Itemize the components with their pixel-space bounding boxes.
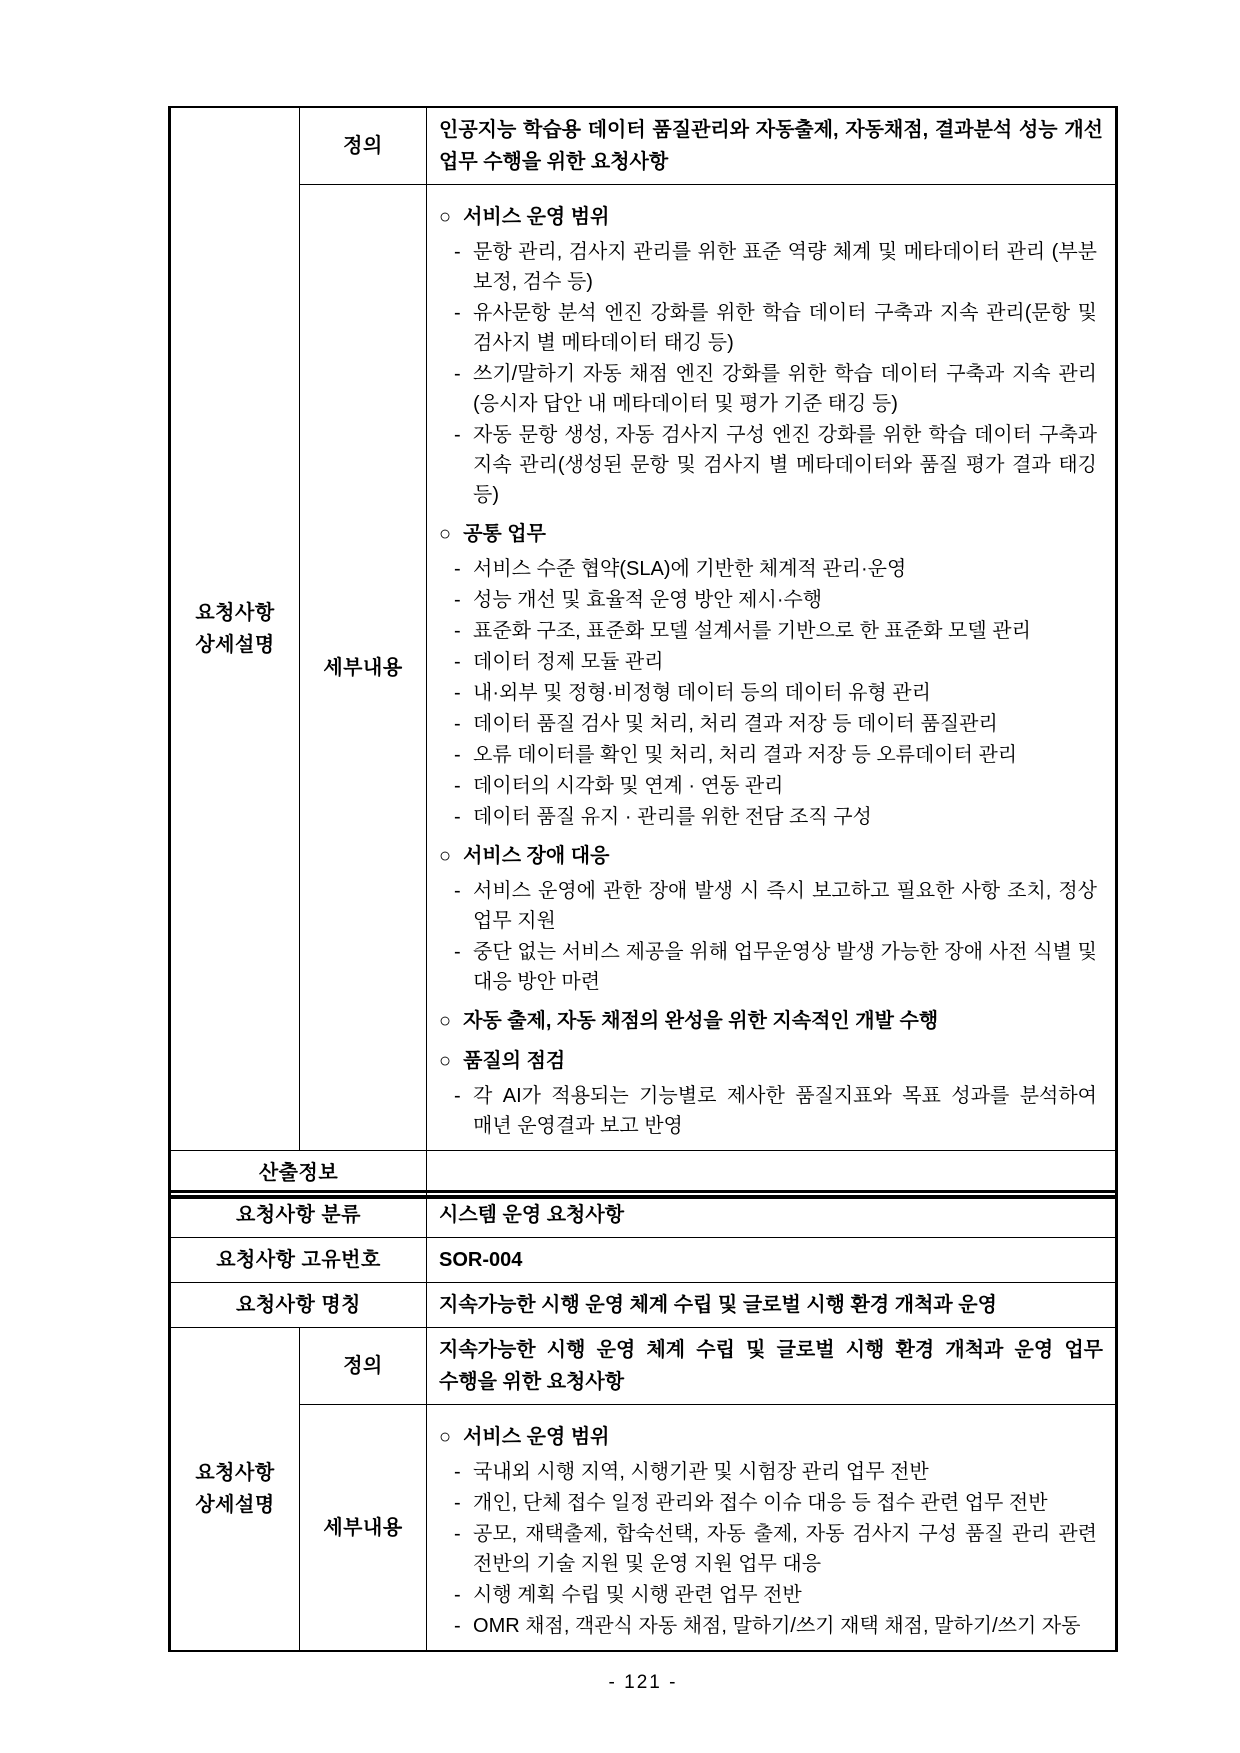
- item-text: 데이터 품질 검사 및 처리, 처리 결과 저장 등 데이터 품질관리: [473, 713, 998, 735]
- bullet-item: [427, 585, 1103, 615]
- item-text: 서비스 운영에 관한 장애 발생 시 즉시 보고하고 필요한 사항 조치, 정상 업무 지원: [473, 880, 1097, 932]
- item-text: 성능 개선 및 효율적 운영 방안 제시·수행: [473, 589, 823, 611]
- dash-bullet-icon: -: [454, 880, 461, 902]
- detail-content-label: 세부내용: [323, 656, 403, 679]
- item-text: 자동 출제, 자동 채점의 완성을 위한 지속적인 개발 수행: [463, 1010, 939, 1032]
- dash-bullet-icon: -: [454, 302, 461, 324]
- dash-bullet-icon: -: [454, 651, 461, 673]
- bullet-item: [427, 237, 1103, 297]
- circle-bullet-icon: ○: [439, 206, 452, 228]
- dash-bullet-icon: -: [454, 558, 461, 580]
- page-number: - 121 -: [608, 1672, 678, 1693]
- item-text: 유사문항 분석 엔진 강화를 위한 학습 데이터 구축과 지속 관리(문항 및 검사지 별 메타데이터 태깅 등): [473, 302, 1097, 354]
- bullet-item: [427, 876, 1103, 936]
- dash-bullet-icon: -: [454, 241, 461, 263]
- item-text: 중단 없는 서비스 제공을 위해 업무운영상 발생 가능한 장애 사전 식별 및 대응 방안 마련: [473, 941, 1097, 993]
- item-text: 시행 계획 수립 및 시행 관련 업무 전반: [473, 1584, 802, 1606]
- unique-id-label: 요청사항 고유번호: [216, 1249, 381, 1271]
- section-header: [427, 1045, 1103, 1077]
- bullet-item: [427, 1488, 1103, 1518]
- unique-id-label-cell: [170, 1238, 427, 1283]
- bullet-item: [427, 554, 1103, 584]
- dash-bullet-icon: -: [454, 1523, 461, 1545]
- category-value: 시스템 운영 요청사항: [439, 1204, 625, 1226]
- category-label-cell: [170, 1192, 427, 1238]
- circle-bullet-icon: ○: [439, 1010, 452, 1032]
- detail-content-cell: [427, 185, 1117, 1151]
- item-text: OMR 채점, 객관식 자동 채점, 말하기/쓰기 재택 채점, 말하기/쓰기 자동: [473, 1615, 1081, 1637]
- item-text: 데이터의 시각화 및 연계 · 연동 관리: [473, 775, 784, 797]
- detail-description-label-cell-2: [170, 1328, 300, 1652]
- bullet-item: [427, 937, 1103, 997]
- detail-content-label-cell: [300, 185, 427, 1151]
- detail-content-label-2: 세부내용: [323, 1516, 403, 1539]
- item-text: 데이터 정제 모듈 관리: [473, 651, 664, 673]
- dash-bullet-icon: -: [454, 682, 461, 704]
- bullet-item: [427, 740, 1103, 770]
- item-text: 서비스 운영 범위: [463, 206, 610, 228]
- bullet-item: [427, 678, 1103, 708]
- unique-id-value: SOR-004: [439, 1249, 523, 1271]
- circle-bullet-icon: ○: [439, 845, 452, 867]
- item-text: 자동 문항 생성, 자동 검사지 구성 엔진 강화를 위한 학습 데이터 구축과 지속 관리(생성된 문항 및 검사지 별 메타데이터와 품질 평가 결과 태깅 등): [473, 424, 1097, 506]
- output-info-label: 산출정보: [258, 1162, 339, 1184]
- item-text: 품질의 점검: [463, 1050, 566, 1072]
- item-text: 서비스 운영 범위: [463, 1426, 610, 1448]
- item-text: 내·외부 및 정형·비정형 데이터 등의 데이터 유형 관리: [473, 682, 931, 704]
- bullet-item: [427, 420, 1103, 510]
- title-label-cell: [170, 1283, 427, 1328]
- bullet-item: [427, 802, 1103, 832]
- bullet-item: [427, 616, 1103, 646]
- circle-bullet-icon: ○: [439, 1050, 452, 1072]
- dash-bullet-icon: -: [454, 1461, 461, 1483]
- bullet-item: [427, 1081, 1103, 1141]
- item-text: 문항 관리, 검사지 관리를 위한 표준 역량 체계 및 메타데이터 관리 (부분 보정, 검수 등): [473, 241, 1097, 293]
- requirement-table-1: [168, 106, 1118, 1199]
- bullet-item: [427, 1457, 1103, 1487]
- dash-bullet-icon: -: [454, 1584, 461, 1606]
- bullet-item: [427, 647, 1103, 677]
- dash-bullet-icon: -: [454, 744, 461, 766]
- title-label: 요청사항 명칭: [236, 1294, 361, 1316]
- unique-id-value-cell: [427, 1238, 1117, 1283]
- requirement-table-2: [168, 1190, 1118, 1652]
- dash-bullet-icon: -: [454, 1492, 461, 1514]
- definition-value-cell: [427, 107, 1117, 185]
- dash-bullet-icon: -: [454, 589, 461, 611]
- detail-list: [427, 201, 1103, 1141]
- dash-bullet-icon: -: [454, 775, 461, 797]
- dash-bullet-icon: -: [454, 806, 461, 828]
- item-text: 개인, 단체 접수 일정 관리와 접수 이슈 대응 등 접수 관련 업무 전반: [473, 1492, 1048, 1514]
- category-label: 요청사항 분류: [236, 1204, 361, 1226]
- item-text: 국내외 시행 지역, 시행기관 및 시험장 관리 업무 전반: [473, 1461, 929, 1483]
- dash-bullet-icon: -: [454, 424, 461, 446]
- definition-label-cell-2: [300, 1328, 427, 1405]
- bullet-item: [427, 771, 1103, 801]
- detail-content-label-cell-2: [300, 1405, 427, 1652]
- circle-bullet-icon: ○: [439, 523, 452, 545]
- section-header: [427, 1421, 1103, 1453]
- dash-bullet-icon: -: [454, 620, 461, 642]
- dash-bullet-icon: -: [454, 713, 461, 735]
- dash-bullet-icon: -: [454, 941, 461, 963]
- definition-value-cell-2: [427, 1328, 1117, 1405]
- definition-text: 인공지능 학습용 데이터 품질관리와 자동출제, 자동채점, 결과분석 성능 개선 업무 수행을 위한 요청사항: [439, 119, 1103, 173]
- item-text: 표준화 구조, 표준화 모델 설계서를 기반으로 한 표준화 모델 관리: [473, 620, 1031, 642]
- bullet-item: [427, 1611, 1103, 1641]
- bullet-item: [427, 298, 1103, 358]
- dash-bullet-icon: -: [454, 1615, 461, 1637]
- section-header: [427, 1005, 1103, 1037]
- circle-bullet-icon: ○: [439, 1426, 452, 1448]
- title-value: 지속가능한 시행 운영 체계 수립 및 글로벌 시행 환경 개척과 운영: [439, 1294, 997, 1316]
- item-text: 서비스 장애 대응: [463, 845, 610, 867]
- section-header: [427, 201, 1103, 233]
- category-value-cell: [427, 1192, 1117, 1238]
- dash-bullet-icon: -: [454, 1085, 461, 1107]
- section-header: [427, 840, 1103, 872]
- detail-description-label-2: 요청사항 상세설명: [195, 1462, 275, 1516]
- title-value-cell: [427, 1283, 1117, 1328]
- definition-label-cell: [300, 107, 427, 185]
- detail-description-label-cell: [170, 107, 300, 1151]
- bullet-item: [427, 1580, 1103, 1610]
- detail-content-cell-2: [427, 1405, 1117, 1652]
- bullet-item: [427, 1519, 1103, 1579]
- section-header: [427, 518, 1103, 550]
- item-text: 쓰기/말하기 자동 채점 엔진 강화를 위한 학습 데이터 구축과 지속 관리(응시자 답안 내 메타데이터 및 평가 기준 태깅 등): [473, 363, 1097, 415]
- definition-label: 정의: [343, 135, 383, 157]
- item-text: 오류 데이터를 확인 및 처리, 처리 결과 저장 등 오류데이터 관리: [473, 744, 1018, 766]
- definition-label-2: 정의: [343, 1355, 383, 1377]
- item-text: 공통 업무: [463, 523, 546, 545]
- detail-list-2: [427, 1421, 1103, 1641]
- bullet-item: [427, 709, 1103, 739]
- bullet-item: [427, 359, 1103, 419]
- item-text: 각 AI가 적용되는 기능별로 제사한 품질지표와 목표 성과를 분석하여 매년 운영결과 보고 반영: [473, 1085, 1097, 1137]
- item-text: 서비스 수준 협약(SLA)에 기반한 체계적 관리·운영: [473, 558, 907, 580]
- definition-text-2: 지속가능한 시행 운영 체계 수립 및 글로벌 시행 환경 개척과 운영 업무 수행을 위한 요청사항: [439, 1339, 1103, 1393]
- dash-bullet-icon: -: [454, 363, 461, 385]
- item-text: 데이터 품질 유지 · 관리를 위한 전담 조직 구성: [473, 806, 872, 828]
- item-text: 공모, 재택출제, 합숙선택, 자동 출제, 자동 검사지 구성 품질 관리 관련 전반의 기술 지원 및 운영 지원 업무 대응: [473, 1523, 1097, 1575]
- detail-description-label: 요청사항 상세설명: [195, 602, 275, 656]
